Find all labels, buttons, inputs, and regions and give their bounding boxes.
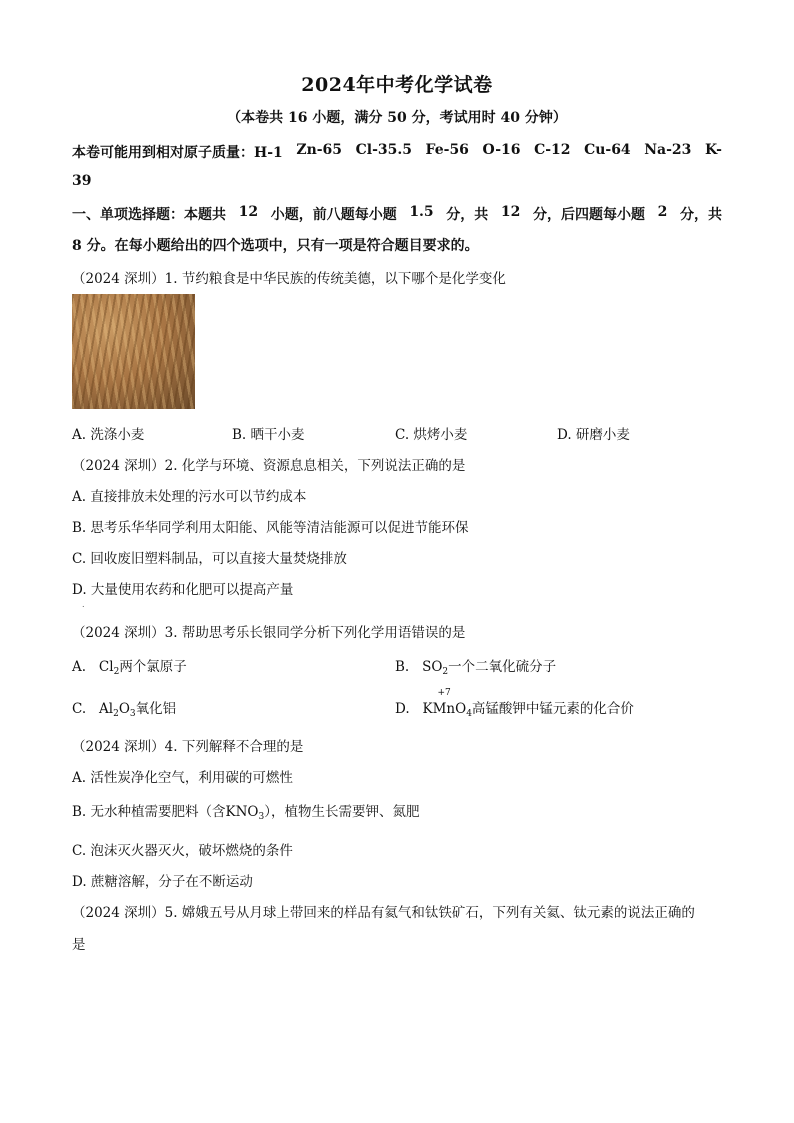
option-letter: A.: [72, 659, 87, 675]
exam-title: 2024年中考化学试卷: [301, 74, 493, 96]
section-text: 小题，前八题每小题: [270, 207, 397, 223]
stray-dot: .: [82, 600, 85, 609]
chem-formula: Al: [99, 701, 114, 717]
atomic-mass-item: Cl-35.5: [355, 142, 412, 158]
question-1-stem: （2024 深圳）1. 节约粮食是中华民族的传统美德，以下哪个是化学变化: [72, 271, 506, 287]
chem-formula: O: [118, 701, 130, 717]
option-text: 一个二氧化硫分子: [448, 659, 557, 675]
chem-formula: KMnO: [422, 701, 467, 717]
atomic-mass-item: Na-23: [644, 142, 692, 158]
atomic-mass-item: C-12: [534, 142, 571, 158]
question-4-option-a[interactable]: A. 活性炭净化空气，利用碳的可燃性: [72, 770, 293, 786]
atomic-mass-label-and-first: [72, 142, 283, 162]
option-text: 高锰酸钾中锰元素的化合价: [471, 701, 634, 717]
question-2-option-b[interactable]: B. 思考乐华华同学利用太阳能、风能等清洁能源可以促进节能环保: [72, 520, 469, 536]
section-text: 2: [657, 204, 668, 220]
atomic-mass-line: [72, 142, 722, 162]
option-text: 两个氯原子: [119, 659, 187, 675]
question-3-option-c[interactable]: [72, 697, 176, 719]
section-heading: [72, 204, 722, 224]
question-2-option-a[interactable]: A. 直接排放未处理的污水可以节约成本: [72, 489, 307, 505]
atomic-mass-item: O-16: [482, 142, 521, 158]
option-letter: D.: [395, 701, 410, 717]
chem-subscript: 4: [466, 709, 472, 719]
question-2-stem: （2024 深圳）2. 化学与环境、资源息息相关，下列说法正确的是: [72, 458, 466, 474]
valence-mark: +7: [437, 688, 451, 698]
question-1-option-d[interactable]: D. 研磨小麦: [557, 427, 630, 443]
question-3-option-d[interactable]: [395, 688, 634, 719]
question-4-option-b[interactable]: [72, 800, 419, 822]
question-5-stem: （2024 深圳）5. 嫦娥五号从月球上带回来的样品有氦气和钛铁矿石，下列有关氦、钛元素的说法正确的: [72, 905, 695, 921]
atomic-mass-label: 本卷可能用到相对原子质量：: [72, 145, 254, 161]
question-4-option-d[interactable]: D. 蔗糖溶解，分子在不断运动: [72, 874, 253, 890]
atomic-mass-item: K-: [704, 142, 722, 158]
atomic-mass-item: Fe-56: [425, 142, 469, 158]
chem-subscript: 2: [113, 709, 119, 719]
chem-subscript: 2: [113, 667, 120, 677]
question-1-option-a[interactable]: A. 洗涤小麦: [72, 427, 145, 443]
question-3-stem: （2024 深圳）3. 帮助思考乐长银同学分析下列化学用语错误的是: [72, 625, 466, 641]
atomic-mass-wrap: 39: [72, 173, 92, 189]
chem-formula: SO: [422, 659, 443, 675]
question-2-option-c[interactable]: C. 回收废旧塑料制品，可以直接大量焚烧排放: [72, 551, 347, 567]
chem-subscript: 3: [258, 812, 265, 822]
option-letter: C.: [72, 701, 87, 717]
option-letter: B.: [395, 659, 410, 675]
option-text: ），植物生长需要钾、氮肥: [264, 804, 420, 820]
chem-formula: KNO: [225, 804, 259, 820]
question-4-option-c[interactable]: C. 泡沫灭火器灭火，破坏燃烧的条件: [72, 843, 293, 859]
exam-subtitle: （本卷共 16 小题，满分 50 分，考试用时 40 分钟）: [227, 110, 567, 126]
question-3-option-a[interactable]: [72, 655, 187, 677]
chem-formula: Cl: [98, 659, 114, 675]
atomic-mass-item: H-1: [254, 145, 283, 161]
question-4-stem: （2024 深圳）4. 下列解释不合理的是: [72, 739, 304, 755]
kmno4-formula: [422, 688, 472, 719]
question-3-option-b[interactable]: [395, 655, 556, 677]
section-heading-line2: 8 分。在每小题给出的四个选项中，只有一项是符合题目要求的。: [72, 238, 479, 254]
section-text: 12: [238, 204, 259, 220]
question-5-stem-wrap: 是: [72, 937, 86, 953]
atomic-mass-item: Cu-64: [584, 142, 631, 158]
section-text: 分，共: [679, 207, 722, 223]
option-text: B. 无水种植需要肥料（含: [72, 804, 226, 820]
question-1-option-c[interactable]: C. 烘烤小麦: [395, 427, 468, 443]
section-text: 1.5: [409, 204, 434, 220]
chem-subscript: 2: [442, 667, 449, 677]
section-text: 12: [500, 204, 521, 220]
section-text: 一、单项选择题：本题共: [72, 207, 226, 223]
section-text: 分，后四题每小题: [532, 207, 645, 223]
wheat-photo: [72, 294, 195, 409]
question-1-option-b[interactable]: B. 晒干小麦: [232, 427, 305, 443]
option-text: 氧化铝: [135, 701, 177, 717]
chem-subscript: 3: [129, 709, 136, 719]
section-text: 分，共: [446, 207, 489, 223]
question-2-option-d[interactable]: D. 大量使用农药和化肥可以提高产量: [72, 582, 294, 598]
atomic-mass-item: Zn-65: [296, 142, 343, 158]
